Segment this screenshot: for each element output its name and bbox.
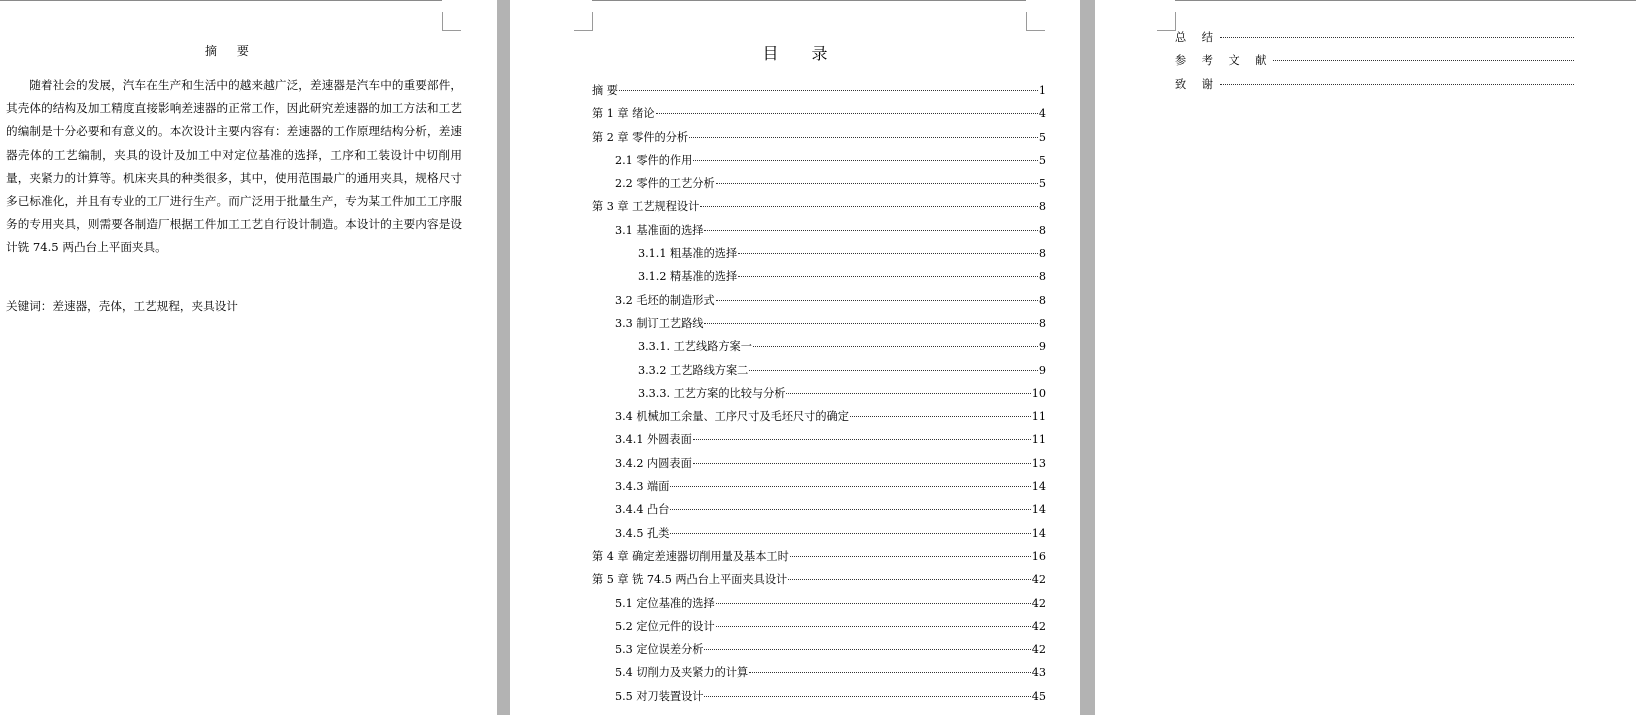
- toc-page-number: 11: [1031, 410, 1046, 424]
- toc-entry-title: 3.4.4 凸台: [615, 503, 670, 517]
- toc-entry[interactable]: [592, 478, 1046, 501]
- toc-entry-title: 3.4.1 外圆表面: [615, 433, 692, 447]
- toc-page-number: 42: [1031, 573, 1046, 587]
- toc-dot-leader: [689, 137, 1038, 138]
- toc-dot-leader: [753, 346, 1038, 347]
- toc-dot-leader: [693, 160, 1038, 161]
- header-line: [1175, 0, 1636, 1]
- toc-entry[interactable]: [592, 618, 1046, 641]
- toc-list: [1175, 29, 1575, 99]
- toc-page-number: 4: [1038, 107, 1046, 121]
- crop-mark: [574, 12, 593, 31]
- toc-entry[interactable]: [592, 245, 1046, 268]
- toc-dot-leader: [790, 556, 1031, 557]
- toc-title: 目 录: [762, 44, 842, 63]
- toc-entry[interactable]: [592, 315, 1046, 338]
- toc-dot-leader: [704, 696, 1030, 697]
- header-line: [0, 0, 442, 1]
- toc-page-number: 9: [1038, 340, 1046, 354]
- toc-entry-title: 2.1 零件的作用: [615, 153, 693, 167]
- toc-entry[interactable]: [592, 152, 1046, 175]
- toc-page-number: 43: [1031, 666, 1046, 680]
- toc-page-number: 14: [1031, 503, 1046, 517]
- toc-entry-title: 3.4.3 端面: [615, 480, 670, 494]
- toc-entry-title: 第 2 章 零件的分析: [592, 130, 689, 144]
- abstract-page: [0, 0, 497, 715]
- abstract-body: 随着社会的发展，汽车在生产和生活中的越来越广泛，差速器是汽车中的重要部件，其壳体的结构及加工精度直接影响差速器的正常工作，因此研究差速器的加工方法和工艺的编制是十分必要和有意义的。本次设计主要内容有：差速器的工作原理结构分析，差速器壳体的工艺编制，夹具的设计及加工中对定位基准的选择，工序和工装设计中切削用量，夹紧力的计算等。机床夹具的种类很多，其中，使用范围最广的通用夹具，规格尺寸多已标准化，并且有专业的工厂进行生产。而广泛用于批量生产，专为某工件加工工序服务的专用夹具，则需要各制造厂根据工件加工工艺自行设计制造。本设计的主要内容是设计铣 74.5 两凸台上平面夹具。: [6, 78, 462, 255]
- toc-entry[interactable]: [1175, 29, 1575, 52]
- toc-entry-title: 总 结: [1175, 31, 1219, 44]
- toc-dot-leader: [738, 253, 1038, 254]
- toc-entry-title: 3.2 毛坯的制造形式: [615, 293, 715, 307]
- toc-entry-title: 3.4.5 孔类: [615, 526, 670, 540]
- toc-entry-title: 5.3 定位误差分析: [615, 643, 704, 657]
- page-gutter: [497, 0, 510, 715]
- toc-page-number: 9: [1038, 363, 1046, 377]
- toc-entry[interactable]: [592, 571, 1046, 594]
- toc-page-number: 5: [1038, 177, 1046, 191]
- toc-dot-leader: [1220, 37, 1574, 38]
- toc-entry-title: 3.4 机械加工余量、工序尺寸及毛坯尺寸的确定: [615, 410, 849, 424]
- toc-entry-title: 第 1 章 绪论: [592, 107, 655, 121]
- toc-entry[interactable]: [592, 548, 1046, 571]
- toc-page-number: 45: [1031, 689, 1046, 703]
- toc-page-number: 13: [1031, 456, 1046, 470]
- toc-entry-title: 3.1 基准面的选择: [615, 223, 704, 237]
- toc-entry-title: 3.3 制订工艺路线: [615, 316, 704, 330]
- toc-entry-title: 5.5 对刀装置设计: [615, 689, 704, 703]
- toc-entry-title: 致 谢: [1175, 77, 1219, 91]
- toc-entry[interactable]: [592, 129, 1046, 152]
- toc-entry[interactable]: [592, 455, 1046, 478]
- toc-entry[interactable]: [592, 105, 1046, 128]
- toc-page-number: 10: [1031, 386, 1046, 400]
- toc-entry-title: 3.1.1 粗基准的选择: [638, 247, 738, 261]
- crop-mark: [442, 12, 461, 31]
- toc-dot-leader: [749, 370, 1038, 371]
- header-line: [592, 0, 1026, 1]
- toc-entry[interactable]: [592, 688, 1046, 711]
- toc-page-number: 8: [1038, 223, 1046, 237]
- toc-entry[interactable]: [592, 268, 1046, 291]
- toc-page-number: 8: [1038, 293, 1046, 307]
- toc-entry-title: 3.3.3. 工艺方案的比较与分析: [638, 386, 786, 400]
- toc-page-number: 11: [1031, 433, 1046, 447]
- toc-entry[interactable]: [592, 595, 1046, 618]
- toc-page-number: 8: [1038, 316, 1046, 330]
- toc-dot-leader: [700, 206, 1038, 207]
- abstract-keywords: 关键词：差速器，壳体，工艺规程，夹具设计: [6, 299, 238, 313]
- toc-continuation-page: [1095, 0, 1636, 715]
- toc-entry-title: 5.2 定位元件的设计: [615, 619, 715, 633]
- toc-dot-leader: [716, 300, 1038, 301]
- toc-entry[interactable]: [592, 525, 1046, 548]
- toc-entry[interactable]: [592, 501, 1046, 524]
- toc-dot-leader: [716, 603, 1031, 604]
- toc-entry[interactable]: [1175, 52, 1575, 75]
- toc-list: [592, 82, 1046, 711]
- toc-dot-leader: [1273, 60, 1574, 61]
- toc-entry[interactable]: [592, 292, 1046, 315]
- toc-dot-leader: [738, 276, 1038, 277]
- toc-dot-leader: [788, 579, 1031, 580]
- toc-dot-leader: [786, 393, 1030, 394]
- toc-page-number: 42: [1031, 643, 1046, 657]
- toc-dot-leader: [749, 672, 1031, 673]
- toc-entry[interactable]: [592, 198, 1046, 221]
- toc-entry-title: 参 考 文 献: [1175, 54, 1273, 68]
- toc-entry-title: 摘 要: [592, 84, 618, 97]
- toc-entry[interactable]: [592, 362, 1046, 385]
- toc-entry-title: 5.4 切削力及夹紧力的计算: [615, 666, 749, 680]
- toc-entry-title: 第 4 章 确定差速器切削用量及基本工时: [592, 549, 789, 563]
- toc-entry[interactable]: [592, 385, 1046, 408]
- page-gutter: [1080, 0, 1095, 715]
- toc-dot-leader: [704, 649, 1030, 650]
- toc-page-number: 16: [1031, 549, 1046, 563]
- toc-entry-title: 3.3.2 工艺路线方案二: [638, 363, 749, 377]
- toc-page-number: 42: [1031, 596, 1046, 610]
- toc-entry[interactable]: [592, 338, 1046, 361]
- toc-page-number: 42: [1031, 619, 1046, 633]
- toc-entry[interactable]: [592, 431, 1046, 454]
- crop-mark: [1157, 12, 1176, 31]
- toc-page-number: 8: [1038, 270, 1046, 284]
- toc-entry[interactable]: [1175, 76, 1575, 99]
- toc-entry-title: 3.3.1. 工艺线路方案一: [638, 340, 752, 354]
- toc-dot-leader: [716, 183, 1038, 184]
- toc-dot-leader: [704, 323, 1037, 324]
- toc-entry[interactable]: [592, 408, 1046, 431]
- toc-entry[interactable]: [592, 641, 1046, 664]
- toc-entry-title: 3.4.2 内圆表面: [615, 456, 692, 470]
- toc-entry[interactable]: [592, 82, 1046, 105]
- crop-mark: [1026, 12, 1045, 31]
- toc-entry-title: 3.1.2 精基准的选择: [638, 270, 738, 284]
- toc-page-number: 1: [1038, 84, 1046, 97]
- toc-dot-leader: [670, 533, 1030, 534]
- toc-page: [510, 0, 1080, 715]
- toc-entry-title: 第 5 章 铣 74.5 两凸台上平面夹具设计: [592, 573, 788, 587]
- toc-dot-leader: [693, 463, 1031, 464]
- toc-dot-leader: [1220, 84, 1574, 85]
- toc-entry[interactable]: [592, 222, 1046, 245]
- toc-dot-leader: [850, 416, 1031, 417]
- toc-dot-leader: [693, 439, 1031, 440]
- toc-entry-title: 第 3 章 工艺规程设计: [592, 200, 700, 214]
- abstract-title: 摘 要: [205, 44, 257, 58]
- toc-entry-title: 2.2 零件的工艺分析: [615, 177, 715, 191]
- toc-entry[interactable]: [592, 664, 1046, 687]
- toc-dot-leader: [670, 509, 1030, 510]
- toc-page-number: 5: [1038, 153, 1046, 167]
- toc-dot-leader: [704, 230, 1037, 231]
- toc-page-number: 14: [1031, 526, 1046, 540]
- toc-dot-leader: [670, 486, 1030, 487]
- toc-dot-leader: [656, 113, 1038, 114]
- toc-dot-leader: [619, 90, 1038, 91]
- toc-dot-leader: [716, 626, 1031, 627]
- toc-page-number: 8: [1038, 247, 1046, 261]
- toc-entry-title: 5.1 定位基准的选择: [615, 596, 715, 610]
- toc-entry[interactable]: [592, 175, 1046, 198]
- toc-page-number: 5: [1038, 130, 1046, 144]
- toc-page-number: 8: [1038, 200, 1046, 214]
- toc-page-number: 14: [1031, 480, 1046, 494]
